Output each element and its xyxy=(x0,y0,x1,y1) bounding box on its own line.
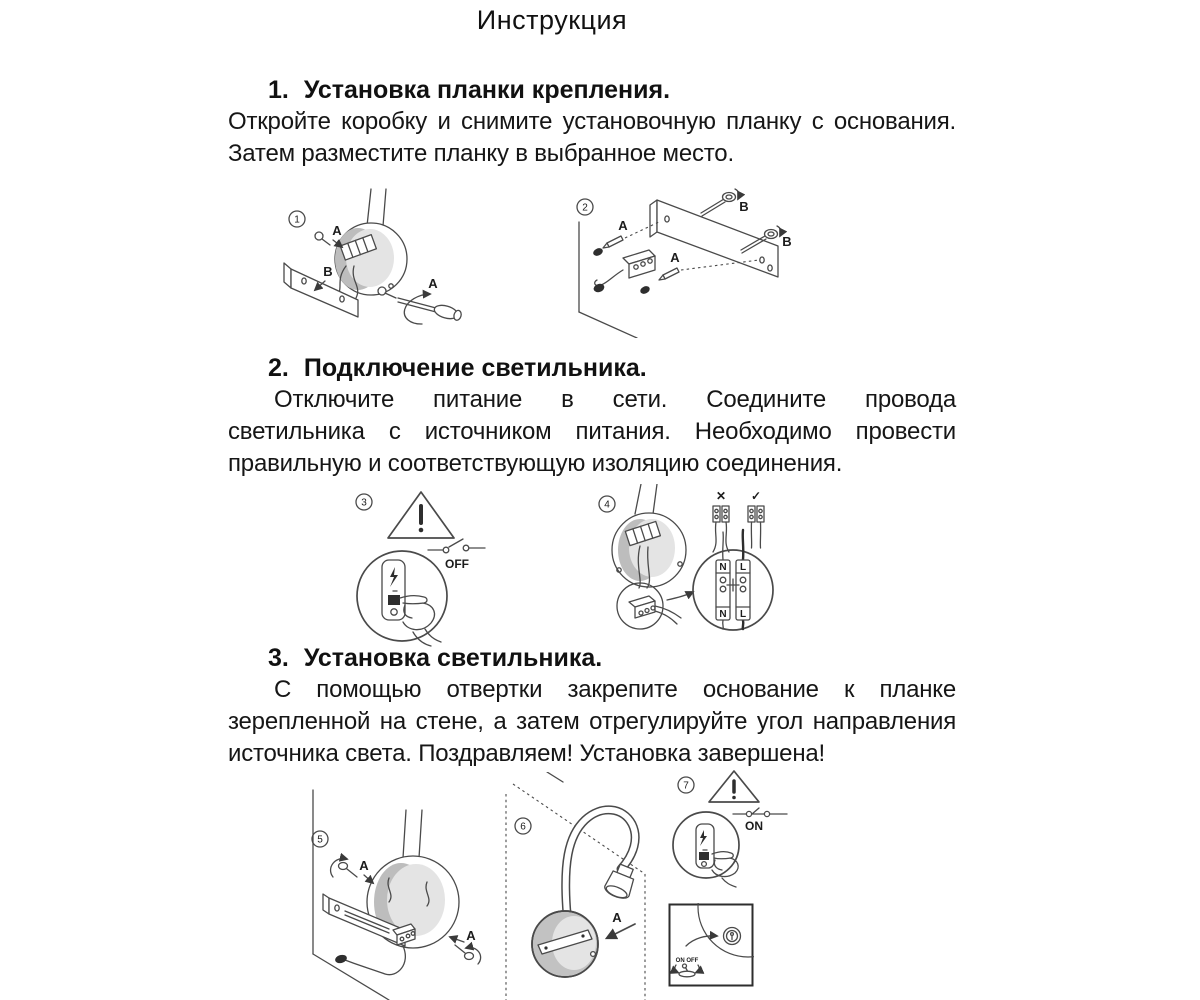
section-number: 3. xyxy=(268,644,289,672)
wrong-connection xyxy=(713,489,729,552)
step-badge xyxy=(577,199,593,215)
figure-step6-finished-lamp xyxy=(493,772,668,1000)
section-number: 1. xyxy=(268,76,289,104)
terminal-l-label: L xyxy=(739,609,747,620)
label-b: B xyxy=(323,264,333,279)
step-badge xyxy=(289,211,305,227)
paragraph-line: зерепленной на стене, а затем отрегулируйте угол направления xyxy=(228,708,956,735)
mounting-bracket-drawing xyxy=(650,200,778,277)
label-b: B xyxy=(739,199,749,214)
figure-step2-fix-bracket xyxy=(563,186,803,338)
connector-zoom-source xyxy=(617,583,693,629)
screw-a-right xyxy=(450,928,481,964)
step-badge xyxy=(356,494,372,510)
terminal-l-label: L xyxy=(739,562,747,573)
hand-icon xyxy=(712,852,738,887)
label-a: A xyxy=(332,223,342,238)
step-number: 4 xyxy=(604,499,610,511)
step-number: 1 xyxy=(294,214,300,226)
figure-step1-remove-bracket xyxy=(270,186,500,336)
section-heading-text: Установка светильника. xyxy=(303,644,603,672)
figure-step4-wiring xyxy=(583,484,795,652)
step-badge xyxy=(515,818,531,834)
paragraph-line: Откройте коробку и снимите установочную планку с основания. xyxy=(228,108,956,135)
lamp-base-drawing xyxy=(334,189,407,298)
arrow-a xyxy=(607,910,635,938)
label-b: B xyxy=(782,234,792,249)
step-number: 6 xyxy=(520,821,526,833)
paragraph-line: правильную и соответствующую изоляцию соединения. xyxy=(228,450,843,477)
section-1-heading xyxy=(268,76,670,105)
label-a: A xyxy=(618,218,628,233)
gooseneck-lamp-drawing xyxy=(532,810,639,977)
screw-b-1 xyxy=(701,189,749,216)
paragraph-line: источника света. Поздравляем! Установка завершена! xyxy=(228,740,825,767)
terminal-n-label: N xyxy=(719,562,727,573)
step-number: 3 xyxy=(361,497,367,509)
hand-icon xyxy=(400,596,441,646)
figure-inset-onoff-button xyxy=(668,903,754,987)
check-icon: ✓ xyxy=(750,489,762,503)
section-2-heading xyxy=(268,354,647,383)
screw-a-top xyxy=(315,223,342,247)
lamp-head xyxy=(603,862,639,901)
off-label: OFF xyxy=(445,557,469,571)
page-title: Инструкция xyxy=(476,5,628,35)
cross-icon: ✕ xyxy=(715,489,727,503)
step-badge xyxy=(312,831,328,847)
section-heading-text: Подключение светильника. xyxy=(303,354,647,382)
section-3-heading xyxy=(268,644,602,673)
section-2-paragraph xyxy=(228,384,956,480)
figure-step3-power-off xyxy=(345,486,495,652)
push-button xyxy=(724,928,741,945)
paragraph-line: Отключите питание в сети. Соедините провода xyxy=(274,386,956,413)
switch-closed-on-icon xyxy=(733,808,787,833)
section-heading-text: Установка планки крепления. xyxy=(303,76,671,104)
label-a: A xyxy=(670,250,680,265)
switch-detail-circle xyxy=(357,551,447,646)
on-off-label: ON OFF xyxy=(675,958,699,964)
section-number: 2. xyxy=(268,354,289,382)
section-3-paragraph xyxy=(228,674,956,770)
step-number: 2 xyxy=(582,202,588,214)
label-a: A xyxy=(359,858,369,873)
hanging-wire xyxy=(334,946,405,975)
section-1-paragraph xyxy=(228,106,956,170)
paragraph-line: С помощью отвертки закрепите основание к планке xyxy=(274,676,956,703)
step-badge xyxy=(678,777,694,793)
wall-corner xyxy=(579,222,637,338)
paragraph-line: Затем разместите планку в выбранное место. xyxy=(228,140,734,167)
step-badge xyxy=(599,496,615,512)
terminal-n-label: N xyxy=(719,609,727,620)
right-connection xyxy=(748,489,764,548)
screw-a-left xyxy=(331,858,373,883)
figure-step5-attach-base xyxy=(285,782,510,1000)
step-number: 7 xyxy=(683,780,689,792)
paragraph-line: светильника с источником питания. Необходимо провести xyxy=(228,418,956,445)
figure-step7-power-on xyxy=(660,768,810,892)
lamp-base-drawing xyxy=(612,484,686,588)
label-a: A xyxy=(466,928,476,943)
switch-detail-circle xyxy=(673,812,739,887)
label-a: A xyxy=(612,910,622,925)
on-label: ON xyxy=(745,819,763,833)
step-number: 5 xyxy=(317,834,323,846)
label-a: A xyxy=(428,276,438,291)
